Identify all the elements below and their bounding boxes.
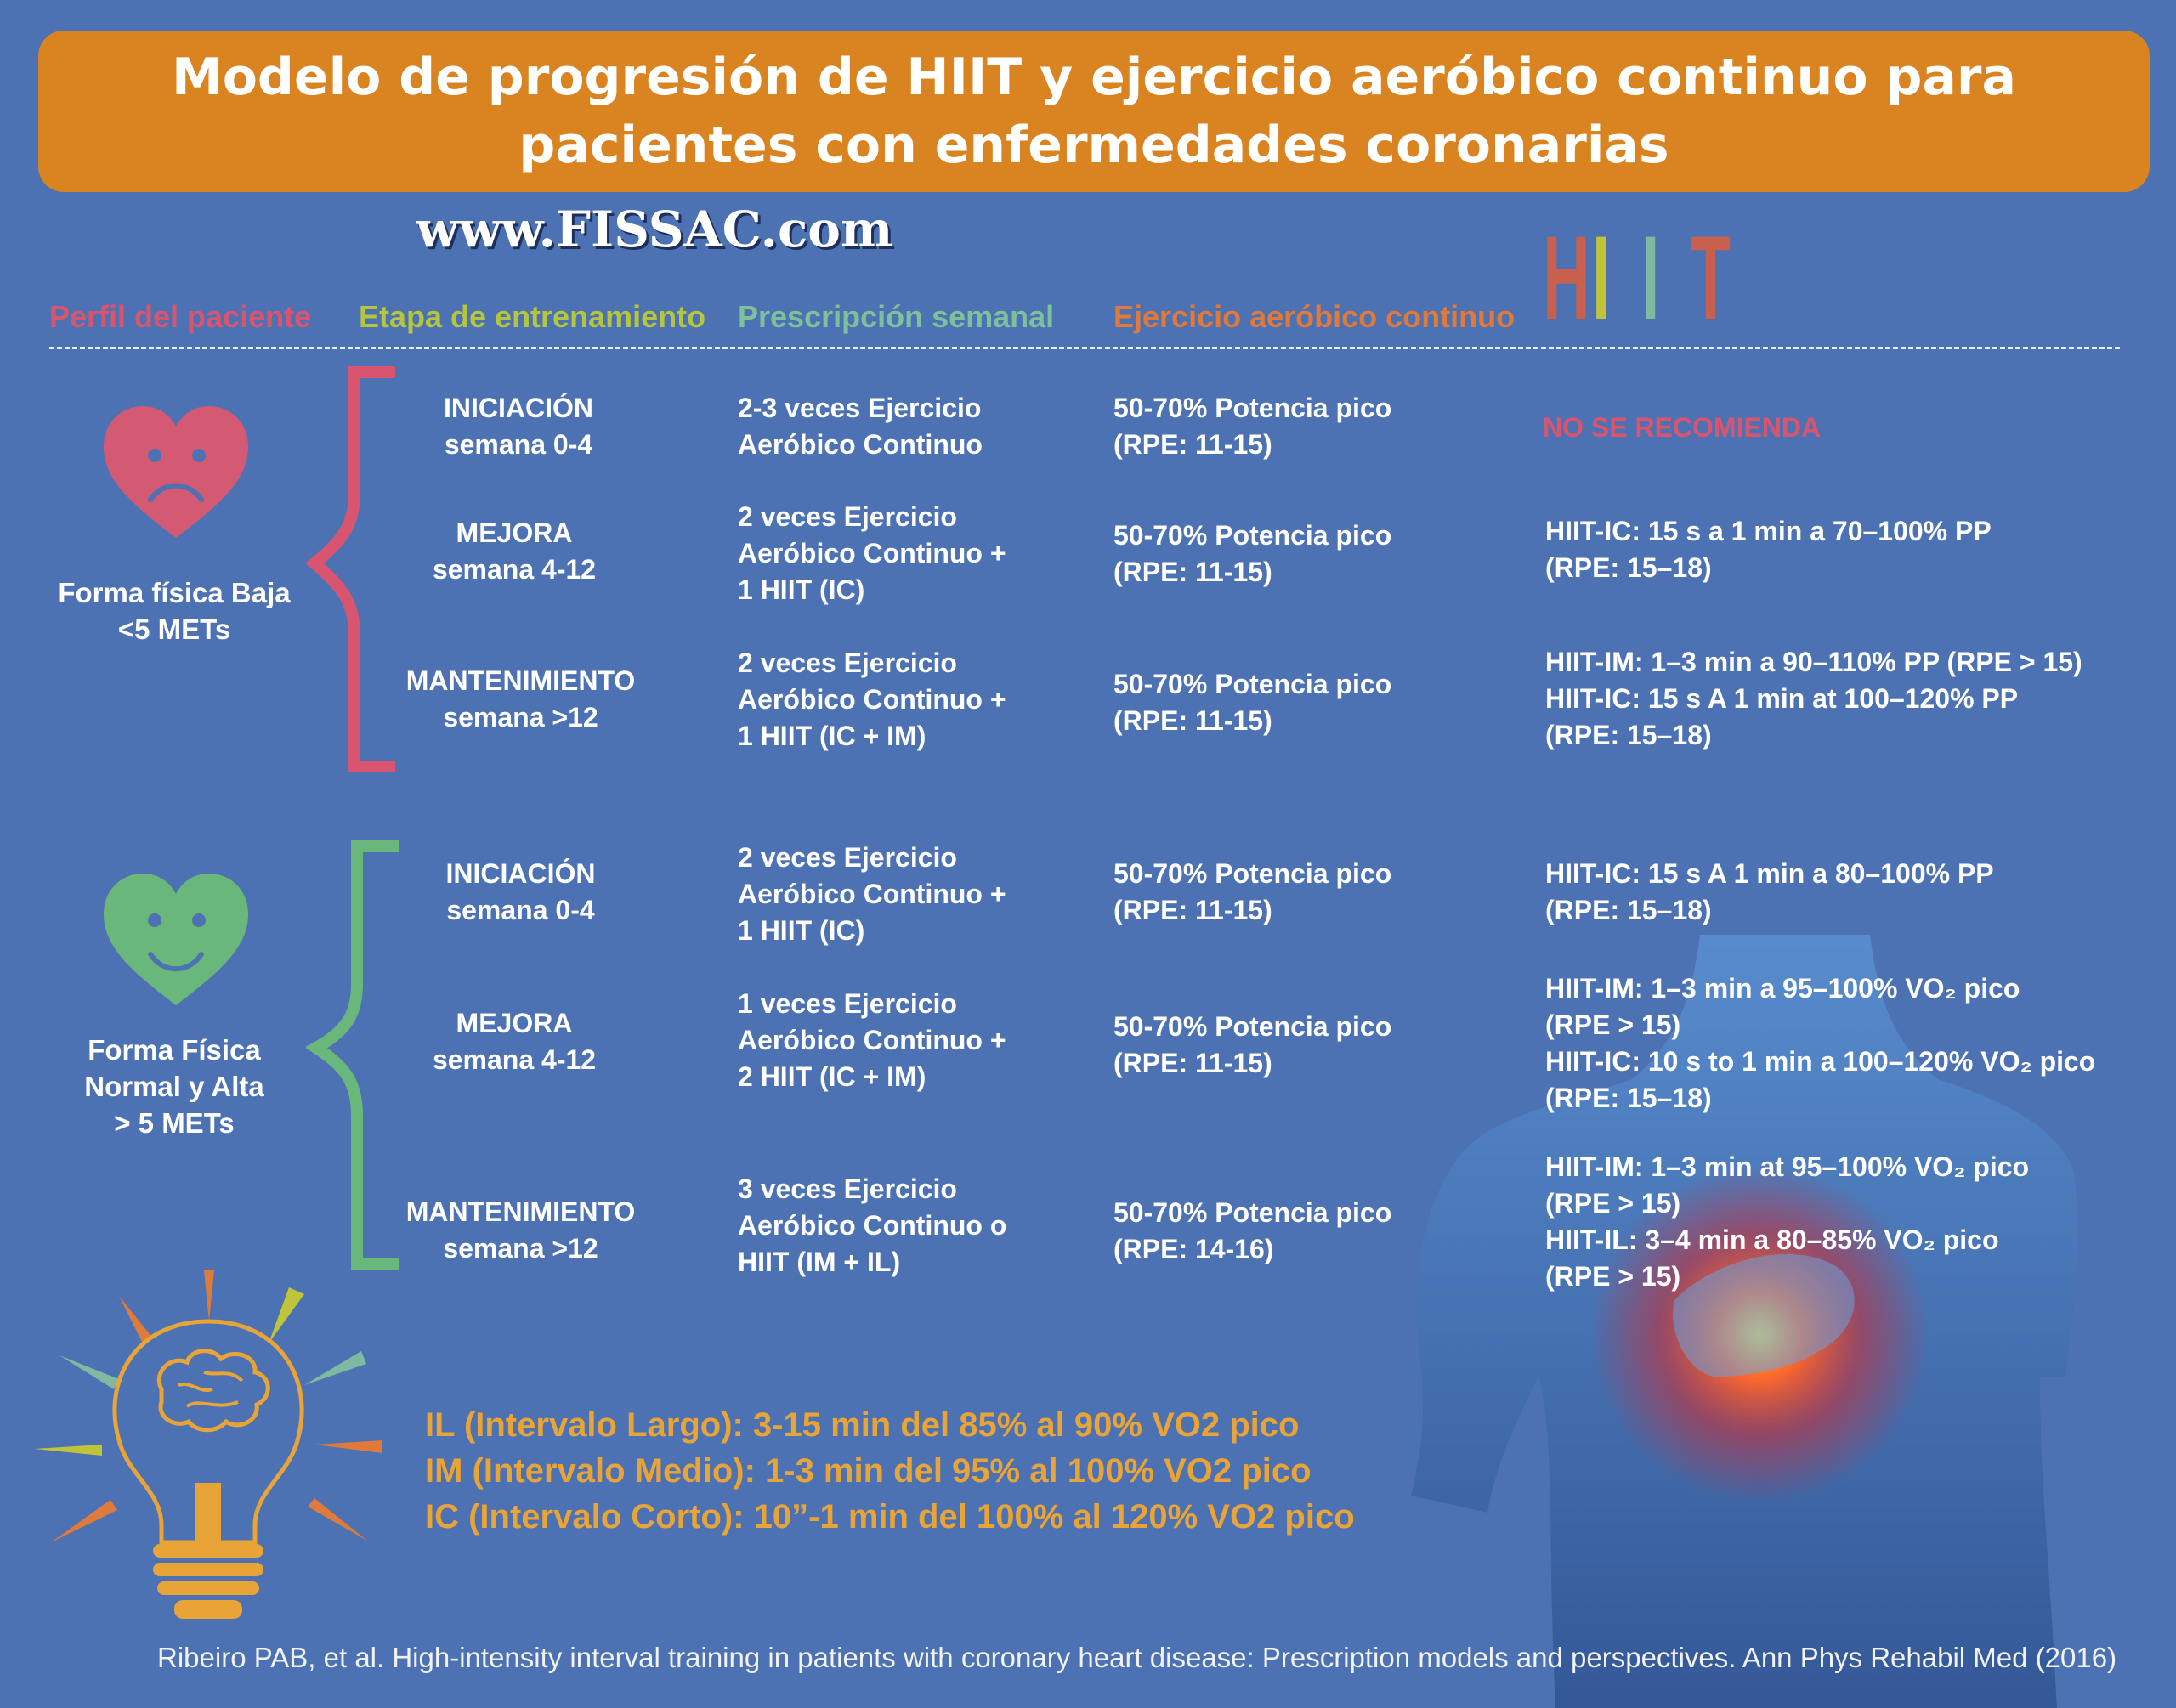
weekly-cell bbox=[738, 390, 983, 463]
stage-weeks: semana 4-12 bbox=[432, 1044, 597, 1075]
hiit-line: HIIT-IM: 1–3 min at 95–100% VO₂ pico bbox=[1545, 1151, 2030, 1182]
continuous-cell bbox=[1114, 856, 1391, 929]
weekly-line: 2 veces Ejercicio bbox=[738, 648, 957, 678]
profile-normal bbox=[51, 1032, 298, 1141]
continuous-line: (RPE: 14-16) bbox=[1114, 1234, 1274, 1264]
stage-weeks: semana 4-12 bbox=[432, 554, 597, 585]
weekly-line: 2 veces Ejercicio bbox=[738, 501, 957, 532]
header-profile: Perfil del paciente bbox=[49, 299, 312, 334]
hiit-line: HIIT-IC: 15 s A 1 min a 80–100% PP bbox=[1545, 858, 1994, 889]
sad-heart-icon bbox=[104, 406, 248, 540]
hiit-line: HIIT-IC: 10 s to 1 min a 100–120% VO₂ pico bbox=[1545, 1046, 2096, 1077]
header-stage: Etapa de entrenamiento bbox=[359, 299, 706, 334]
continuous-line: 50-70% Potencia pico bbox=[1114, 858, 1392, 889]
weekly-line: 2-3 veces Ejercicio bbox=[738, 393, 982, 423]
stage-name: MEJORA bbox=[456, 1008, 573, 1038]
website-link[interactable]: www.FISSAC.com bbox=[416, 201, 893, 258]
stage-name: MANTENIMIENTO bbox=[405, 1196, 636, 1227]
continuous-line: (RPE: 11-15) bbox=[1114, 429, 1272, 460]
weekly-line: Aeróbico Continuo o bbox=[738, 1210, 1007, 1241]
weekly-line: 1 HIIT (IC + IM) bbox=[738, 721, 926, 751]
hiit-line: (RPE: 15–18) bbox=[1545, 895, 1712, 925]
stage-cell bbox=[374, 856, 667, 929]
continuous-line: 50-70% Potencia pico bbox=[1114, 669, 1392, 699]
stage-weeks: semana >12 bbox=[443, 1233, 598, 1264]
hiit-cell bbox=[1545, 970, 2095, 1117]
title-line-1: Modelo de progresión de HIIT y ejercicio aeróbico continuo para bbox=[172, 48, 2016, 107]
continuous-cell bbox=[1114, 517, 1391, 591]
hiit-cell bbox=[1545, 856, 1994, 929]
hiit-line: (RPE: 15–18) bbox=[1545, 1083, 1712, 1113]
stage-cell bbox=[374, 1194, 667, 1267]
lightbulb-brain-icon bbox=[34, 1270, 391, 1627]
continuous-line: (RPE: 11-15) bbox=[1114, 1048, 1272, 1078]
hiit-cell bbox=[1545, 644, 2082, 754]
continuous-cell bbox=[1114, 1009, 1391, 1082]
hiit-line: HIIT-IC: 15 s a 1 min a 70–100% PP bbox=[1545, 516, 1992, 546]
hiit-line: (RPE: 15–18) bbox=[1545, 720, 1712, 750]
continuous-line: (RPE: 11-15) bbox=[1114, 557, 1272, 587]
continuous-cell bbox=[1114, 1195, 1391, 1268]
continuous-line: 50-70% Potencia pico bbox=[1114, 393, 1392, 423]
note-medium-interval: IM (Intervalo Medio): 1-3 min del 95% al 100% VO2 pico bbox=[425, 1452, 1312, 1490]
hiit-logo bbox=[1543, 211, 1733, 344]
weekly-line: Aeróbico Continuo + bbox=[738, 538, 1006, 568]
weekly-cell bbox=[738, 840, 1006, 949]
stage-cell bbox=[374, 515, 654, 588]
stage-name: MEJORA bbox=[456, 517, 573, 548]
header-continuous: Ejercicio aeróbico continuo bbox=[1114, 299, 1516, 334]
stage-name: MANTENIMIENTO bbox=[405, 665, 636, 696]
profile-low-line-1: Forma física Baja bbox=[58, 577, 291, 608]
happy-heart-icon bbox=[104, 874, 248, 1008]
weekly-line: 2 HIIT (IC + IM) bbox=[738, 1061, 926, 1092]
stage-cell bbox=[374, 1005, 654, 1078]
hiit-line: (RPE: 15–18) bbox=[1545, 552, 1712, 583]
continuous-line: (RPE: 11-15) bbox=[1114, 705, 1272, 736]
stage-cell bbox=[374, 663, 667, 736]
continuous-cell bbox=[1114, 666, 1391, 739]
weekly-line: Aeróbico Continuo + bbox=[738, 1025, 1006, 1055]
stage-cell bbox=[374, 390, 663, 463]
continuous-line: 50-70% Potencia pico bbox=[1114, 1197, 1392, 1228]
logo-letter: I bbox=[1641, 211, 1658, 344]
weekly-line: 3 veces Ejercicio bbox=[738, 1174, 957, 1204]
hiit-cell bbox=[1545, 1149, 2029, 1295]
weekly-line: 1 veces Ejercicio bbox=[738, 988, 957, 1019]
stage-weeks: semana >12 bbox=[443, 702, 598, 732]
weekly-line: Aeróbico Continuo bbox=[738, 429, 983, 460]
weekly-line: Aeróbico Continuo + bbox=[738, 684, 1006, 715]
hiit-line: HIIT-IL: 3–4 min a 80–85% VO₂ pico bbox=[1545, 1224, 1999, 1255]
stage-weeks: semana 0-4 bbox=[446, 895, 595, 925]
weekly-line: 2 veces Ejercicio bbox=[738, 842, 957, 873]
title-banner bbox=[38, 31, 2150, 192]
continuous-line: 50-70% Potencia pico bbox=[1114, 520, 1392, 551]
hiit-line: (RPE > 15) bbox=[1545, 1261, 1681, 1292]
hiit-line: HIIT-IM: 1–3 min a 95–100% VO₂ pico bbox=[1545, 973, 2020, 1004]
continuous-line: (RPE: 11-15) bbox=[1114, 895, 1272, 925]
weekly-line: 1 HIIT (IC) bbox=[738, 574, 865, 605]
not-recommended-label: NO SE RECOMIENDA bbox=[1543, 412, 1822, 443]
hiit-line: (RPE > 15) bbox=[1545, 1188, 1681, 1219]
continuous-cell bbox=[1114, 390, 1391, 463]
hiit-cell bbox=[1545, 513, 1992, 586]
weekly-cell bbox=[738, 645, 1006, 755]
stage-name: INICIACIÓN bbox=[445, 858, 596, 889]
title-line-2: pacientes con enfermedades coronarias bbox=[518, 116, 1669, 175]
hiit-cell bbox=[1543, 410, 1821, 446]
weekly-line: HIIT (IM + IL) bbox=[738, 1247, 901, 1277]
header-weekly: Prescripción semanal bbox=[738, 299, 1055, 334]
hiit-line: HIIT-IC: 15 s A 1 min at 100–120% PP bbox=[1545, 683, 2019, 714]
weekly-cell bbox=[738, 1171, 1006, 1281]
logo-letter: T bbox=[1691, 211, 1729, 344]
weekly-cell bbox=[738, 499, 1006, 608]
profile-normal-line-1: Forma Física bbox=[88, 1034, 261, 1066]
note-long-interval: IL (Intervalo Largo): 3-15 min del 85% al 90% VO2 pico bbox=[425, 1406, 1300, 1444]
profile-normal-line-3: > 5 METs bbox=[114, 1107, 235, 1139]
continuous-line: 50-70% Potencia pico bbox=[1114, 1011, 1392, 1042]
weekly-line: 1 HIIT (IC) bbox=[738, 915, 865, 946]
interval-definitions bbox=[425, 1402, 1355, 1540]
profile-low bbox=[51, 574, 298, 648]
header-divider bbox=[49, 347, 2120, 349]
weekly-line: Aeróbico Continuo + bbox=[738, 879, 1006, 909]
citation: Ribeiro PAB, et al. High-intensity interval training in patients with coronary heart disease: Prescription models and perspectives. Ann Phys Rehabil Med (2016) bbox=[157, 1642, 2117, 1673]
logo-letter: H bbox=[1543, 211, 1589, 344]
stage-weeks: semana 0-4 bbox=[444, 429, 593, 460]
note-short-interval: IC (Intervalo Corto): 10”-1 min del 100% al 120% VO2 pico bbox=[425, 1498, 1355, 1536]
logo-letter: I bbox=[1592, 211, 1609, 344]
stage-name: INICIACIÓN bbox=[444, 393, 593, 423]
profile-low-line-2: <5 METs bbox=[117, 614, 231, 645]
profile-normal-line-2: Normal y Alta bbox=[84, 1071, 264, 1102]
hiit-line: (RPE > 15) bbox=[1545, 1010, 1681, 1040]
weekly-cell bbox=[738, 986, 1006, 1095]
hiit-line: HIIT-IM: 1–3 min a 90–110% PP (RPE > 15) bbox=[1545, 647, 2082, 677]
